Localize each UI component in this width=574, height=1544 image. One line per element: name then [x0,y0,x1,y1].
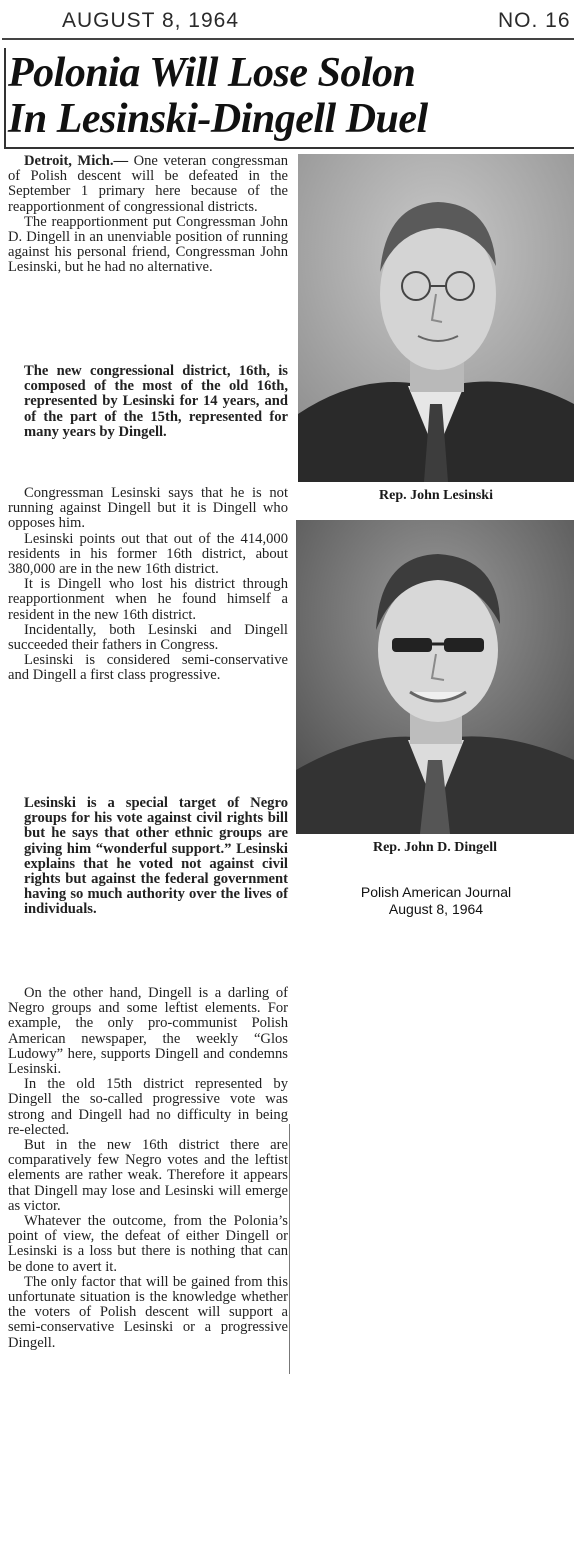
article-middle-block [8,486,288,684]
source-date: August 8, 1964 [388,901,484,917]
paragraph-12: But in the new 16th district there are comparatively few Negro votes and the leftist elements are rather weak. Therefore it appears that Dingell may lose and Lesinski will emerge as victor. [8,1137,288,1214]
article-bold-block-2 [8,796,288,918]
photo-lesinski [298,154,574,482]
article-bold-block-1 [8,364,288,440]
headline [8,50,574,142]
portrait-dingell [296,520,574,834]
caption-lesinski: Rep. John Lesinski [379,488,493,503]
headline-rule-bottom [4,147,574,149]
page-header [0,9,574,35]
photo-dingell [296,520,574,834]
source-credit [298,884,574,918]
paragraph-9: Lesinski is a special target of Negro groups for his vote against civil rights bill but he says that other ethnic groups are giving him “wonderful support.” Lesinski explains that he voted not against civil rights but against the federal government having so much authority over the lives of individuals. [24,795,288,918]
headline-rule-left [4,48,6,148]
article-bottom-block [8,986,288,1351]
article-top-block [8,154,288,276]
column-rule [289,1124,290,1374]
paragraph-1-text: One veteran congressman of Polish descent will be defeated in the September 1 primary here because of the reapportionment of congressional districts. [8,153,288,215]
paragraph-4: Congressman Lesinski says that he is not running against Dingell but it is Dingell who opposes him. [8,485,288,532]
paragraph-13: Whatever the outcome, from the Polonia’s point of view, the defeat of either Dingell or Lesinski is a loss but there is nothing that can be done to avert it. [8,1213,288,1275]
headline-line-2: In Lesinski-Dingell Duel [8,96,428,142]
paragraph-5: Lesinski points out that out of the 414,000 residents in his former 16th district, about 380,000 are in the new 16th district. [8,530,288,578]
header-rule [2,38,574,40]
issue-number: NO. 16 [498,9,571,32]
caption-dingell: Rep. John D. Dingell [372,840,498,855]
paragraph-10: On the other hand, Dingell is a darling of Negro groups and some leftist elements. For example, the only pro-communist Polish American newspaper, the weekly “Glos Ludowy” here, supports Dingell and condemns Lesinski. [8,985,288,1078]
paragraph-7: Incidentally, both Lesinski and Dingell succeeded their fathers in Congress. [8,621,288,654]
paragraph-1 [8,154,288,215]
paragraph-3: The new congressional district, 16th, is composed of the most of the old 16th, represented by Lesinski for 14 years, and of the part of the 15th, represented for many years by Dingell. [24,363,288,440]
dateline: Detroit, Mich.— [24,153,129,169]
paragraph-6: It is Dingell who lost his district through reapportionment when he found himself a resident in the new 16th district. [8,576,288,623]
issue-date: AUGUST 8, 1964 [62,9,240,32]
paragraph-11: In the old 15th district represented by Dingell the so-called progressive vote was strong and Dingell had no difficulty in being re-elected. [8,1076,288,1138]
source-publication: Polish American Journal [360,884,512,900]
paragraph-2: The reapportionment put Congressman John D. Dingell in an unenviable position of running against his personal friend, Congressman John Lesinski, but he had no alternative. [8,213,288,276]
paragraph-14: The only factor that will be gained from this unfortunate situation is the knowledge whether the voters of Polish descent will support a semi-conservative Lesinski or a progressive Dingell. [8,1273,288,1351]
paragraph-8: Lesinski is considered semi-conservative and Dingell a first class progressive. [8,652,288,684]
portrait-lesinski [298,154,574,482]
headline-line-1: Polonia Will Lose Solon [8,50,416,96]
